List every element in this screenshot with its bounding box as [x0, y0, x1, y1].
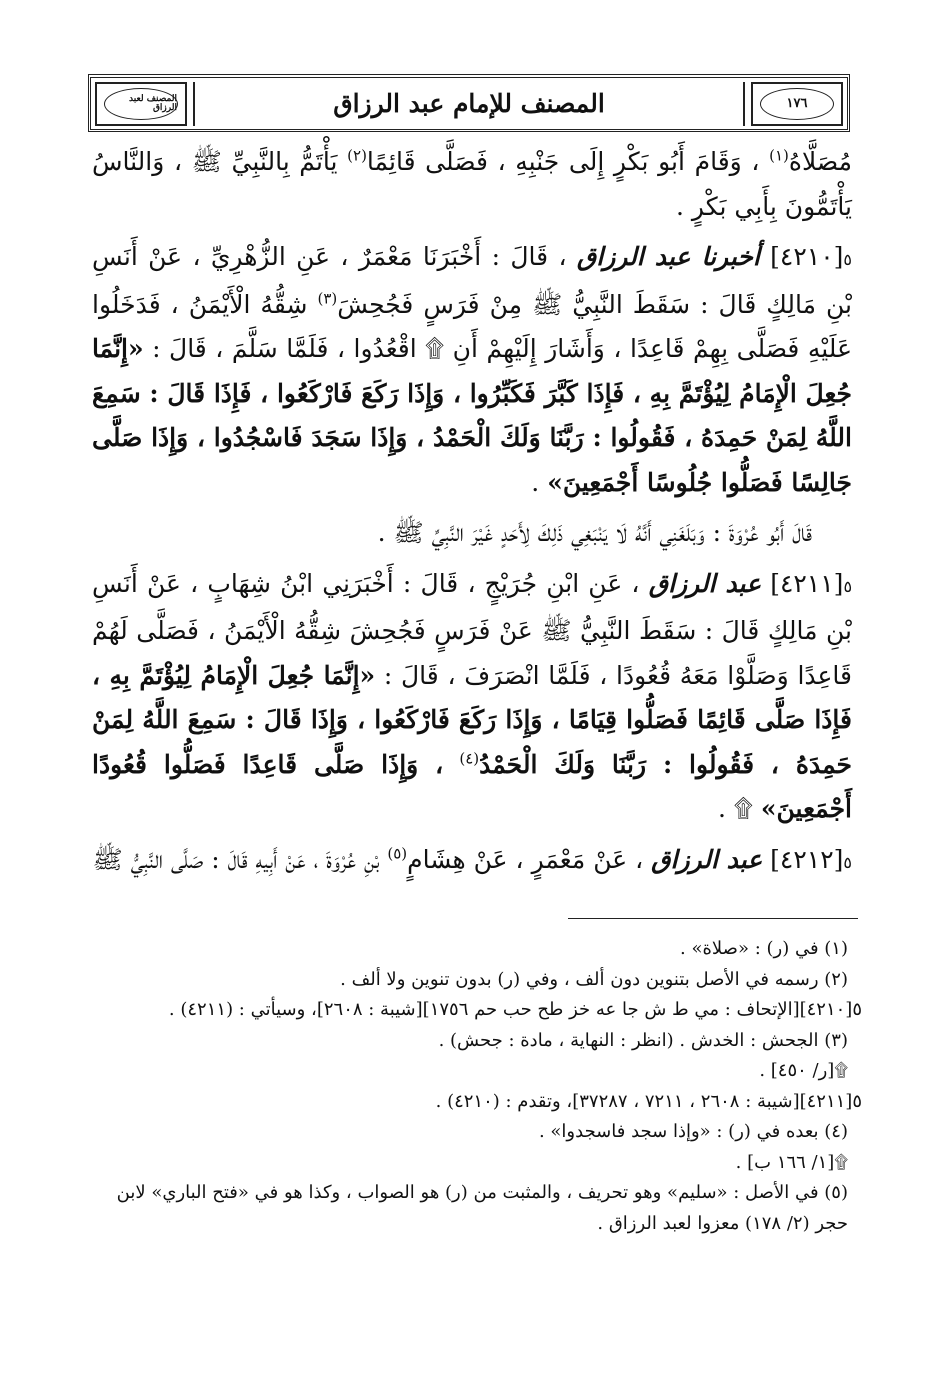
text: ، قَالَ : أَخْبَرَنَا مَعْمَرٌ ، عَنِ الزُّهْرِيِّ ، عَنْ أَنَسِ بْنِ مَالِكٍ قَالَ : سَقَطَ النَّبِيُّ ﷺ مِنْ فَرَسٍ فَجُحِشَ — [92, 242, 853, 319]
paragraph-continuation — [92, 140, 852, 229]
footnote-separator — [568, 918, 858, 919]
text: ، وَقَامَ أَبُو بَكْرٍ إِلَى جَنْبِهِ ، فَصَلَّى قَائِمًا — [366, 147, 760, 176]
narrator-name: عبد الرزاق — [648, 568, 761, 598]
ornament-left — [95, 82, 187, 126]
hadith-4210 — [92, 235, 852, 505]
footnote-ref[interactable]: (٥) — [387, 844, 408, 863]
footnote-page-ref: ۩[ر/ ٤٥٠] . — [759, 1060, 848, 1081]
main-text — [92, 140, 852, 891]
marker-icon: ٥ — [843, 852, 852, 872]
footnote-5: (٥) في الأصل : «سليم» وهو تحريف ، والمثبت من (ر) هو الصواب ، وكذا هو في «فتح الباري» لابن حجر (٢/ ١٧٨) معزوا لعبد الرزاق . — [116, 1182, 848, 1234]
hadith-number: [٤٢١١] — [770, 568, 844, 598]
text: يَأْتَمُّ بِالنَّبِيِّ ﷺ ، وَالنَّاسُ يَأْتَمُّونَ بِأَبِي بَكْرٍ . — [92, 147, 852, 221]
narrator-name: أخبرنا عبد الرزاق — [576, 242, 760, 271]
footnote-ref[interactable]: (٣) — [317, 289, 338, 308]
hadith-text: «إِنَّمَا جُعِلَ الْإِمَامُ لِيُؤْتَمَّ بِهِ ، فَإِذَا صَلَّى قَائِمًا فَصَلُّوا قِيَامًا ، وَإِذَا رَكَعَ فَارْكَعُوا ، وَإِذَا قَالَ : سَمِعَ اللَّهُ لِمَنْ حَمِدَهُ ، فَقُولُوا : رَبَّنَا وَلَكَ الْحَمْدُ — [92, 660, 852, 779]
text: شِقُّهُ الْأَيْمَنُ ، فَدَخَلُوا عَلَيْهِ فَصَلَّى بِهِمْ قَاعِدًا ، وَأَشَارَ إِلَيْهِمْ أَنِ ۩ اقْعُدُوا ، فَلَمَّا سَلَّمَ ، قَالَ : — [92, 289, 852, 363]
footnote-1: (١) في (ر) : «صلاة» . — [680, 938, 848, 959]
page-number: ١٧٦ — [760, 88, 834, 120]
narrator-name: عبد الرزاق — [651, 844, 763, 874]
footnote-3: (٣) الجحش : الخدش . (انظر : النهاية ، مادة : جحش) . — [438, 1029, 848, 1051]
hadith-text: «إِنَّمَا جُعِلَ الْإِمَامُ لِيُؤْتَمَّ بِهِ ، فَإِذَا كَبَّرَ فَكَبِّرُوا ، وَإِذَا رَكَعَ فَارْكَعُوا ، فَإِذَا قَالَ : سَمِعَ اللَّهُ لِمَنْ حَمِدَهُ ، فَقُولُوا : رَبَّنَا وَلَكَ الْحَمْدُ ، وَإِذَا سَجَدَ فَاسْجُدُوا ، وَإِذَا صَلَّى جَالِسًا فَصَلُّوا جُلُوسًا أَجْمَعِينَ» — [92, 334, 852, 497]
text: ۩ . — [718, 794, 753, 823]
urwa-note: قَالَ أَبُو عُرْوَةَ : وَبَلَغَنِي أَنَّهُ لَا يَنْبَغِي ذَلِكَ لِأَحَدٍ غَيْرَ النَّبِيِّ ﷺ . — [377, 518, 812, 547]
footnote-ref-4211: ٥[٤٢١١][شيبة : ٢٦٠٨ ، ٧٢١١ ، ٣٧٢٨٧]، وتقدم : (٤٢١٠) . — [435, 1090, 862, 1112]
footnote-page-ref: ۩[١/ ١٦٦ ب] . — [735, 1151, 848, 1173]
footnote-ref[interactable]: (٤) — [459, 749, 480, 768]
footnote-4: (٤) بعده في (ر) : «وإذا سجد فاسجدوا» . — [538, 1121, 848, 1142]
footnote-ref[interactable]: (١) — [769, 146, 789, 165]
book-title: المصنف للإمام عبد الرزاق — [193, 82, 745, 126]
marker-icon: ٥ — [843, 576, 853, 596]
text: بْنِ عُرْوَةَ ، عَنْ أَبِيهِ قَالَ : صَلَّى النَّبِيُّ ﷺ — [92, 844, 380, 874]
ornament-seal: المصنف لعبد الرزاق — [104, 88, 178, 120]
marker-icon: ٥ — [843, 250, 852, 269]
text: مُصَلَّاهُ — [788, 147, 852, 176]
text: . — [531, 467, 540, 497]
footnote-ref[interactable]: (٢) — [347, 146, 367, 165]
hadith-text: ، وَإِذَا صَلَّى قَاعِدًا فَصَلُّوا قُعُودًا أَجْمَعِينَ» — [92, 749, 852, 823]
text: ، عَنْ مَعْمَرٍ ، عَنْ هِشَامٍ — [407, 844, 644, 874]
footnotes — [92, 934, 862, 1239]
hadith-number: [٤٢١٢] — [770, 844, 844, 874]
hadith-4212 — [92, 838, 852, 886]
footnote-ref-4210: ٥[٤٢١٠][الإتحاف : مي ط ش جا عه خز طح حب حم ١٧٥٦][شيبة : ٢٦٠٨]، وسيأتي : (٤٢١١) . — [168, 999, 862, 1020]
text: ، عَنِ ابْنِ جُرَيْجٍ ، قَالَ : أَخْبَرَنِي ابْنُ شِهَابٍ ، عَنْ أَنَسِ بْنِ مَالِكٍ قَالَ : سَقَطَ النَّبِيُّ ﷺ عَنْ فَرَسٍ فَجُحِشَ شِقُّهُ الْأَيْمَنُ ، فَصَلَّى لَهُمْ قَاعِدًا وَصَلَّوْا مَعَهُ قُعُودًا ، فَلَمَّا انْصَرَفَ ، قَالَ : — [92, 568, 852, 690]
hadith-number: [٤٢١٠] — [770, 242, 844, 271]
footnote-2: (٢) رسمه في الأصل بتنوين دون ألف ، وفي (ر) بدون تنوين ولا ألف . — [340, 968, 848, 990]
ornament-right — [751, 82, 843, 126]
hadith-4211 — [92, 562, 852, 832]
page-header — [88, 74, 850, 132]
